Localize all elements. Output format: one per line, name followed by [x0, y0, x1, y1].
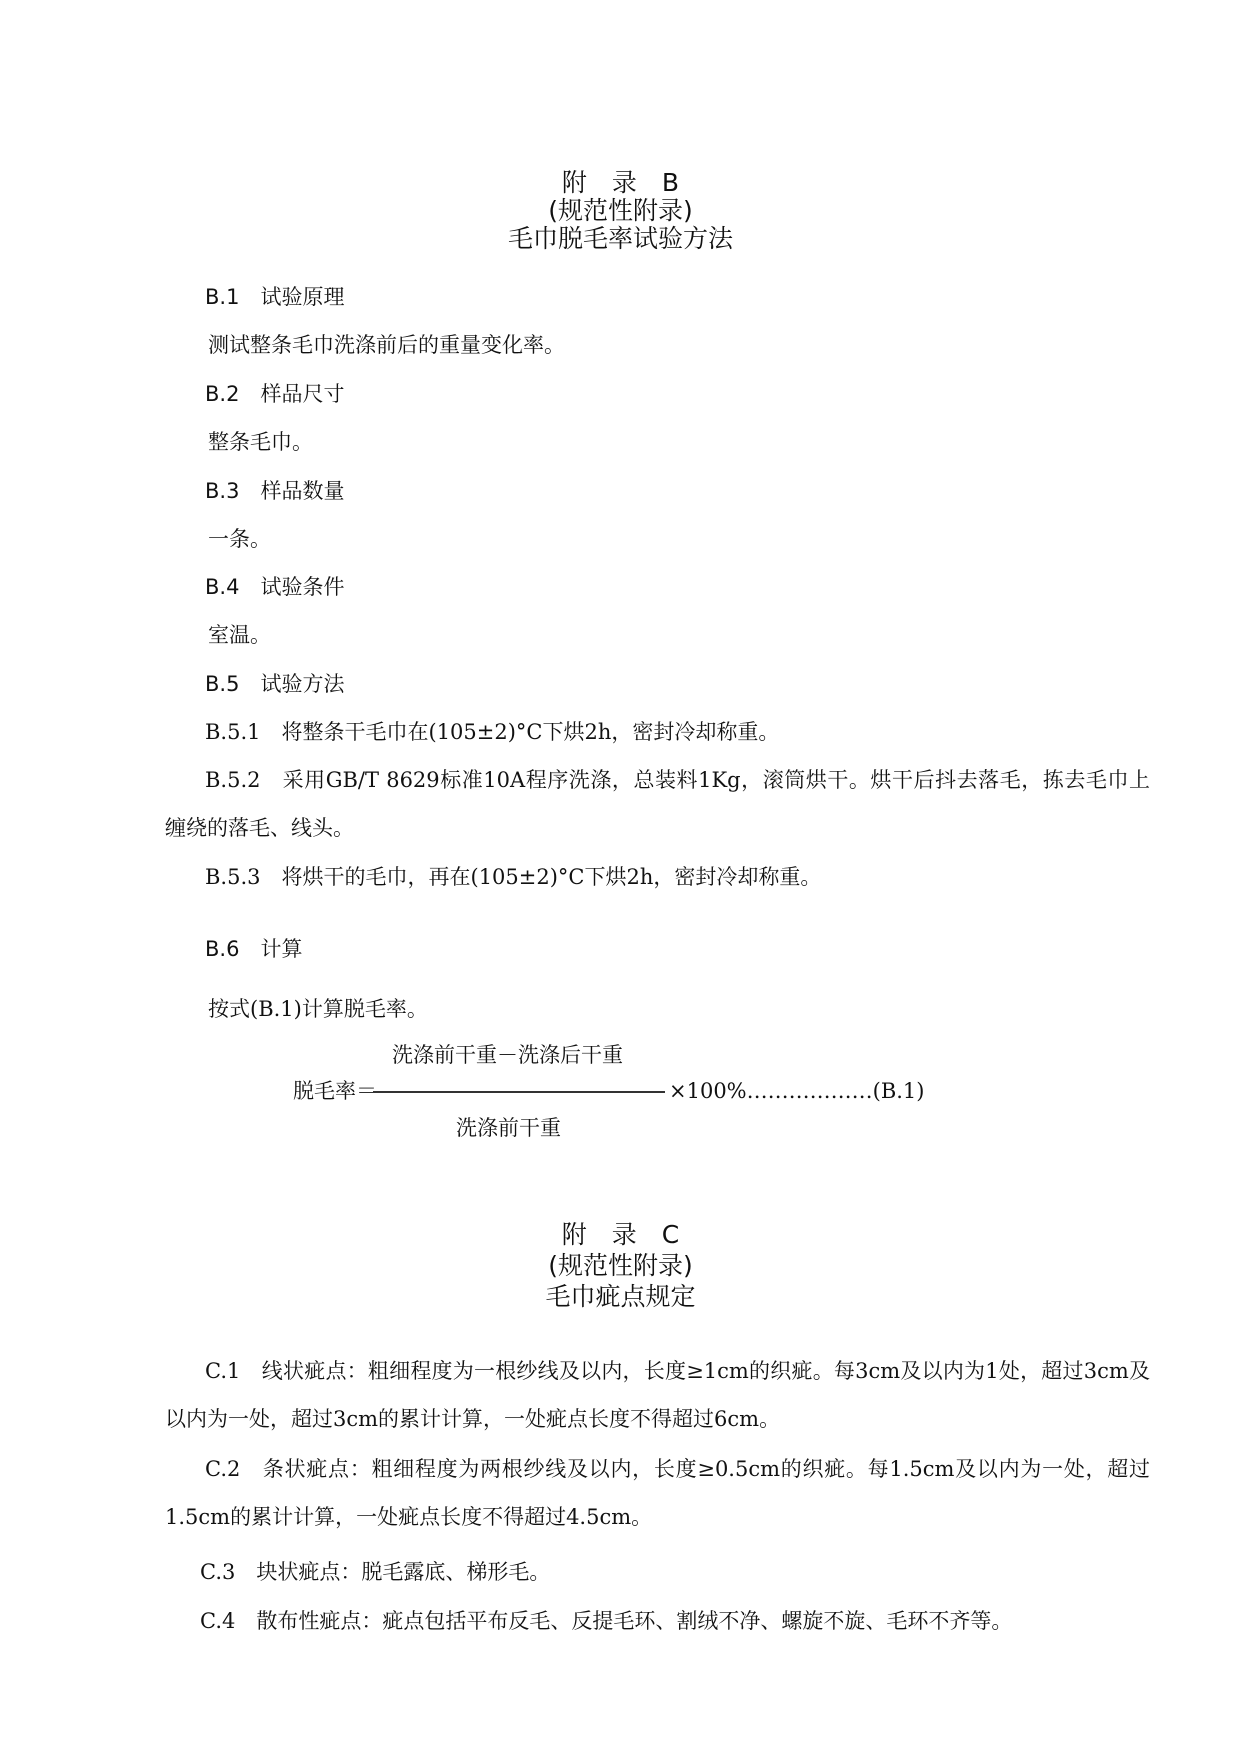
c1-text: C.1 线状疵点：粗细程度为一根纱线及以内，长度≥1cm的织疵。每3cm及以内为1处，超过3cm及以内为一处，超过3cm的累计计算，一处疵点长度不得超过6cm。: [165, 1359, 1150, 1431]
appendix-b-title: 附 录 B: [561, 168, 680, 197]
b1-text: 测试整条毛巾洗涤前后的重量变化率。: [208, 333, 565, 357]
b2-text: 整条毛巾。: [208, 430, 313, 454]
formula-numerator: 洗涤前干重－洗涤后干重: [392, 1043, 623, 1067]
b5-heading: B.5 试验方法: [205, 672, 345, 696]
c2-text: C.2 条状疵点：粗细程度为两根纱线及以内，长度≥0.5cm的织疵。每1.5cm及以内为一处，超过1.5cm的累计计算，一处疵点长度不得超过4.5cm。: [165, 1457, 1150, 1529]
b4-heading: B.4 试验条件: [205, 575, 345, 599]
c4-text: C.4 散布性疵点：疵点包括平布反毛、反提毛环、割绒不净、螺旋不旋、毛环不齐等。: [200, 1609, 1013, 1633]
b6-heading: B.6 计算: [205, 937, 303, 961]
formula-denominator: 洗涤前干重: [456, 1116, 561, 1140]
b5-3-text: B.5.3 将烘干的毛巾，再在(105±2)°C下烘2h，密封冷却称重。: [205, 865, 822, 889]
formula-fraction-bar: [373, 1091, 665, 1093]
formula-multiplier: ×100%………………(B.1): [669, 1079, 925, 1103]
appendix-b-name: 毛巾脱毛率试验方法: [507, 224, 733, 253]
c3-text: C.3 块状疵点：脱毛露底、梯形毛。: [200, 1560, 551, 1584]
b1-heading: B.1 试验原理: [205, 285, 345, 309]
b5-2-text: B.5.2 采用GB/T 8629标准10A程序洗涤，总装料1Kg，滚筒烘干。烘干后抖去落毛，拣去毛巾上缠绕的落毛、线头。: [165, 768, 1150, 840]
b2-heading: B.2 样品尺寸: [205, 382, 345, 406]
appendix-c-title: 附 录 C: [561, 1220, 680, 1249]
b4-text: 室温。: [208, 623, 271, 647]
b3-heading: B.3 样品数量: [205, 479, 345, 503]
appendix-b-subtitle: (规范性附录): [548, 196, 693, 225]
formula-lhs: 脱毛率＝: [293, 1079, 377, 1103]
b6-text: 按式(B.1)计算脱毛率。: [208, 997, 428, 1021]
b3-text: 一条。: [208, 527, 271, 551]
b5-1-text: B.5.1 将整条干毛巾在(105±2)°C下烘2h，密封冷却称重。: [205, 720, 780, 744]
appendix-c-subtitle: (规范性附录): [548, 1251, 693, 1280]
formula-b1: [293, 1040, 1053, 1140]
appendix-c-name: 毛巾疵点规定: [545, 1282, 696, 1311]
